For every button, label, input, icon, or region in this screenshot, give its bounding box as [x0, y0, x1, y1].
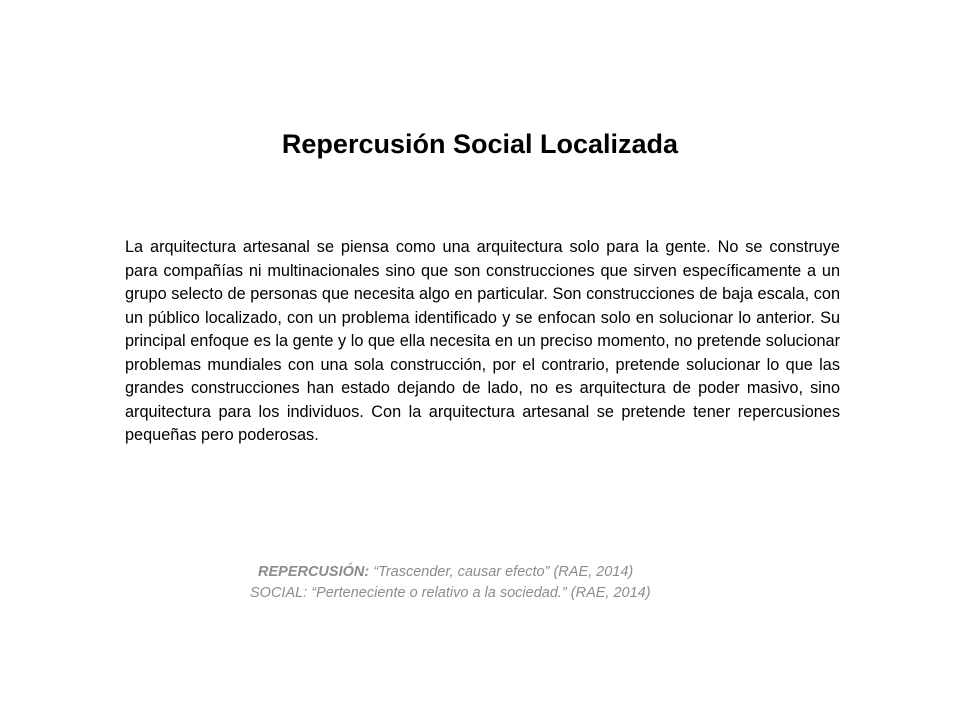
- footnote-definition: SOCIAL: “Perteneciente o relativo a la sociedad.” (RAE, 2014): [250, 585, 651, 601]
- body-paragraph: La arquitectura artesanal se piensa como una arquitectura solo para la gente. No se construye para compañías ni multinacionales sino que son construcciones que sirven específicamente a un grupo selecto de personas que necesita algo en particular. Son construcciones de baja escala, con un público localizado, con un problema identificado y se enfocan solo en solucionar lo anterior. Su principal enfoque es la gente y lo que ella necesita en un preciso momento, no pretende solucionar problemas mundiales con una sola construcción, por el contrario, pretende solucionar lo que las grandes construcciones han estado dejando de lado, no es arquitectura de poder masivo, sino arquitectura para los individuos. Con la arquitectura artesanal se pretende tener repercusiones pequeñas pero poderosas.: [125, 238, 840, 444]
- footnote-term: REPERCUSIÓN:: [258, 564, 374, 580]
- footnote-line-social: [250, 583, 730, 604]
- slide-title: Repercusión Social Localizada: [281, 129, 679, 159]
- definitions-footnote: [250, 562, 730, 604]
- footnote-definition: “Trascender, causar efecto” (RAE, 2014): [373, 564, 634, 580]
- footnote-line-repercusion: [250, 562, 730, 583]
